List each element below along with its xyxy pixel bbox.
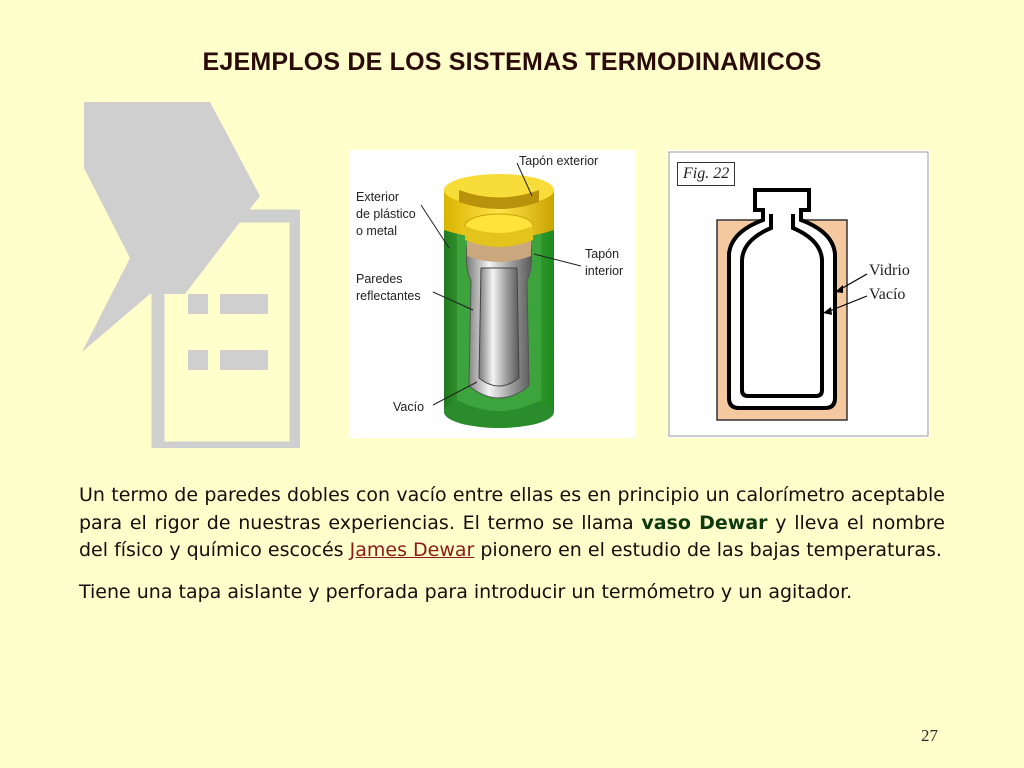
label-paredes-line2: reflectantes xyxy=(356,289,421,303)
p1-text-end: pionero en el estudio de las bajas temperaturas. xyxy=(474,539,942,561)
label-paredes-line1: Paredes xyxy=(356,272,403,286)
paragraph-tapa: Tiene una tapa aislante y perforada para introducir un termómetro y un agitador. xyxy=(79,580,853,603)
james-dewar-link[interactable]: James Dewar xyxy=(349,539,475,561)
paragraph-dewar xyxy=(79,482,945,565)
label-vacio: Vacío xyxy=(393,400,425,414)
label-exterior-line2: de plástico xyxy=(356,207,416,221)
fig22-dewar-diagram xyxy=(667,150,930,438)
fig22-caption: Fig. 22 xyxy=(677,162,735,186)
label-tapon-interior-line1: Tapón xyxy=(585,247,620,261)
p1-bold-term: vaso Dewar xyxy=(641,511,768,534)
label-exterior-line1: Exterior xyxy=(356,190,400,204)
list-document-icon xyxy=(80,98,300,448)
label-exterior-line3: o metal xyxy=(356,224,397,238)
label-vacio-fig22: Vacío xyxy=(869,286,906,303)
p1-text-middle: y lleva el nombre del físico y químico escocés xyxy=(79,511,945,561)
thermos-cutaway-figure xyxy=(349,150,636,438)
slide-title: EJEMPLOS DE LOS SISTEMAS TERMODINAMICOS xyxy=(202,48,822,76)
label-vidrio: Vidrio xyxy=(869,262,910,279)
page-number: 27 xyxy=(921,726,938,745)
label-tapon-exterior: Tapón exterior xyxy=(519,154,599,168)
body-text xyxy=(79,482,945,620)
label-tapon-interior-line2: interior xyxy=(585,264,624,278)
p1-text-start: Un termo de paredes dobles con vacío entre ellas es en principio un calorímetro aceptable para el rigor de nuestras experiencias. El termo se llama xyxy=(79,484,945,534)
